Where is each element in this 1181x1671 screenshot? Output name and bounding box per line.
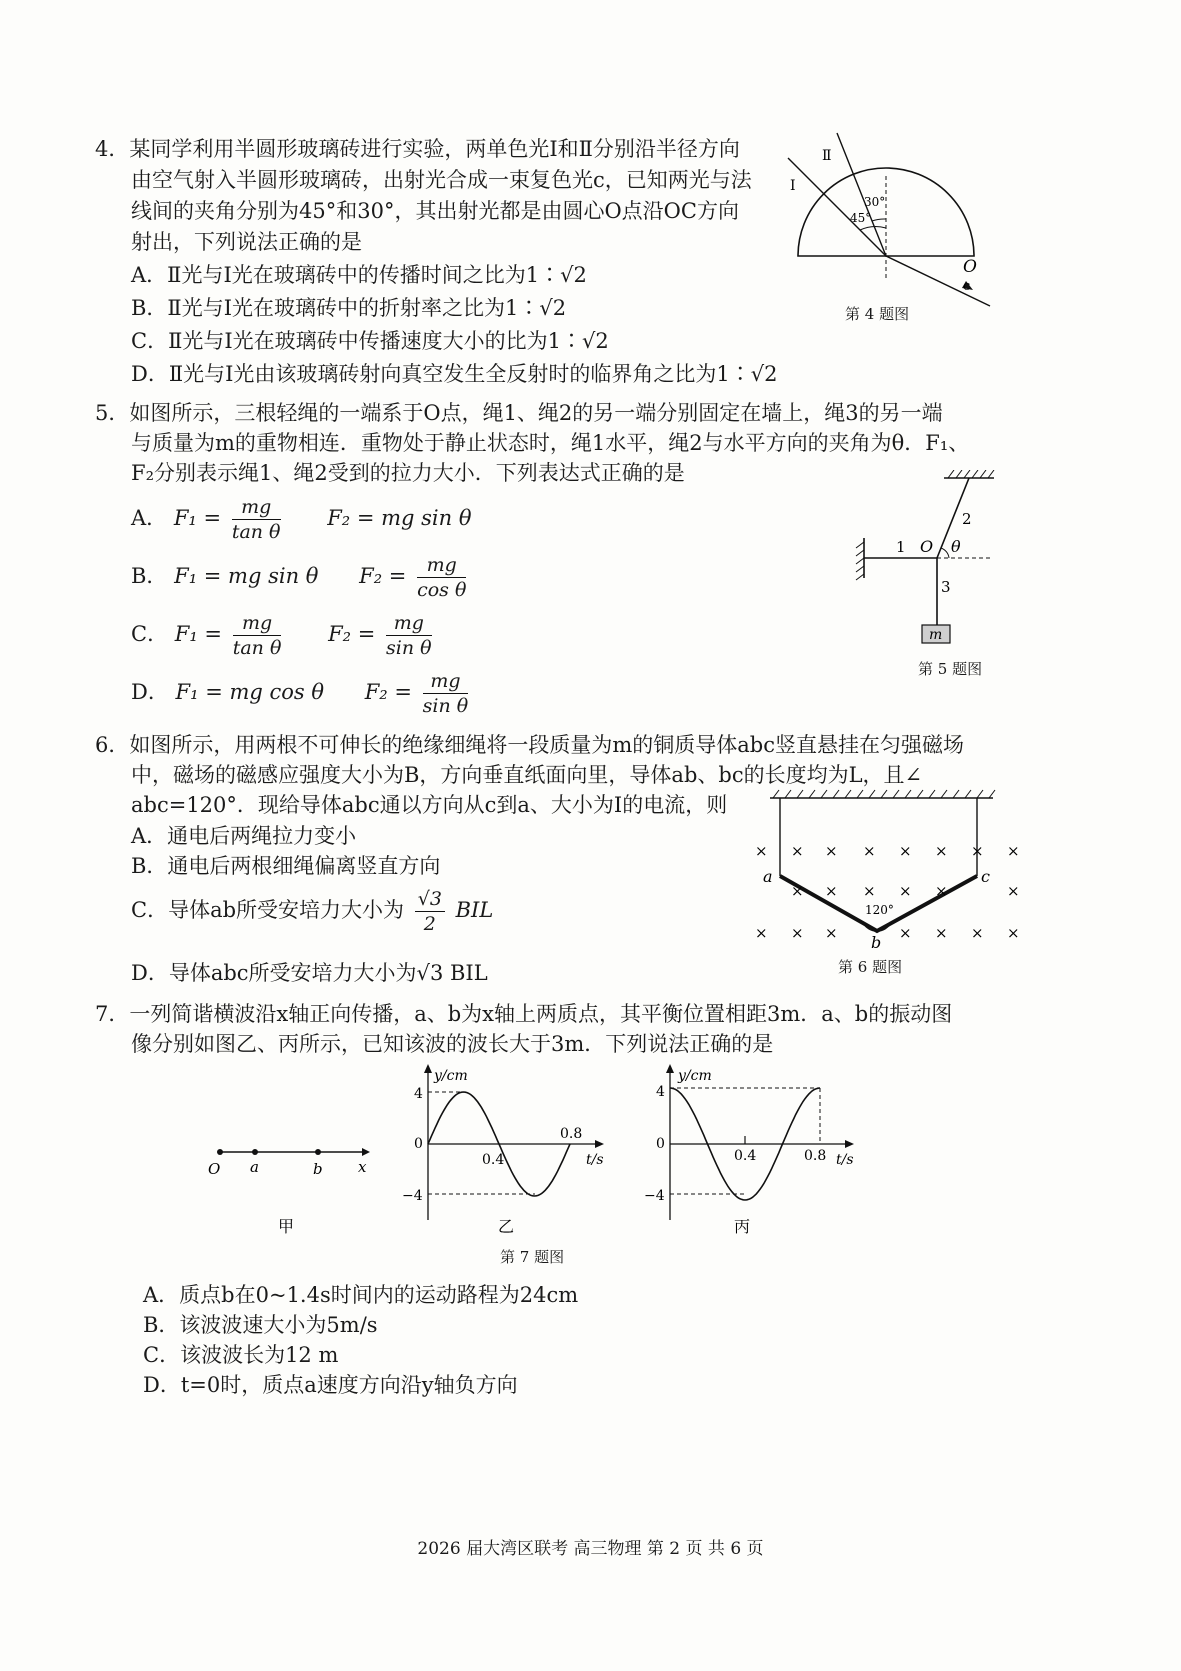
q5-line-1: 5．如图所示，三根轻绳的一端系于O点，绳1、绳2的另一端分别固定在墙上，绳3的另一端 <box>95 401 943 425</box>
t-axis-arrow <box>845 1140 854 1148</box>
point-b <box>315 1149 321 1155</box>
field-cross: × <box>755 842 768 860</box>
t-tick-0.4: 0.4 <box>482 1152 505 1168</box>
point-O <box>217 1149 223 1155</box>
y-tick-4: 4 <box>414 1086 423 1102</box>
q4-option-d: D．Ⅱ光与Ⅰ光由该玻璃砖射向真空发生全反射时的临界角之比为1∶√2 <box>131 362 778 386</box>
y-axis-arrow <box>666 1064 674 1073</box>
option-letter: A． <box>131 506 168 530</box>
q7-option-c: C．该波波长为12 m <box>143 1343 339 1367</box>
field-cross: × <box>755 924 768 942</box>
label-x: x <box>358 1158 367 1176</box>
f1-prefix: F₁ = <box>174 622 223 646</box>
y-tick-neg4: −4 <box>402 1188 423 1204</box>
f2-prefix: F₂ = <box>364 680 412 704</box>
y-tick-0: 0 <box>414 1136 423 1152</box>
q5-caption: 第 5 题图 <box>918 660 983 678</box>
y-axis-label: y/cm <box>434 1068 468 1084</box>
field-cross: × <box>791 882 804 900</box>
y-tick-4: 4 <box>656 1084 665 1100</box>
label-c: c <box>981 867 990 886</box>
denominator: sin θ <box>386 637 432 659</box>
label-I: Ⅰ <box>790 178 796 194</box>
fraction <box>415 887 445 936</box>
f1-expression: F₁ = mg cos θ <box>175 680 324 704</box>
field-cross: × <box>1007 924 1020 942</box>
t-axis-arrow <box>595 1140 604 1148</box>
t-tick-0.8: 0.8 <box>560 1126 583 1142</box>
q6-option-d: D．导体abc所受安培力大小为√3 BIL <box>131 961 488 985</box>
t-axis-label: t/s <box>836 1152 854 1168</box>
label-30deg: 30° <box>864 195 886 209</box>
field-cross: × <box>863 882 876 900</box>
field-cross: × <box>935 882 948 900</box>
numerator: √3 <box>415 887 445 912</box>
q6-caption: 第 6 题图 <box>838 958 903 976</box>
q7-line-1: 7．一列简谐横波沿x轴正向传播，a、b为x轴上两质点，其平衡位置相距3m．a、b的振动图 <box>95 1002 953 1026</box>
denominator: tan θ <box>232 637 282 659</box>
t-tick-0.8: 0.8 <box>804 1148 827 1164</box>
label-O: O <box>208 1160 221 1178</box>
label-45deg: 45° <box>850 211 872 225</box>
f1-fraction <box>233 611 282 660</box>
option-suffix: BIL <box>455 898 494 922</box>
label-rope-1: 1 <box>896 538 906 556</box>
t-axis-label: t/s <box>586 1152 604 1168</box>
page-footer: 2026 届大湾区联考 高三物理 第 2 页 共 6 页 <box>417 1539 764 1559</box>
theta-arc <box>941 548 949 558</box>
q4-line-3: 线间的夹角分别为45°和30°，其出射光都是由圆心O点沿OC方向 <box>131 199 739 223</box>
q5-option-c <box>131 611 436 660</box>
label-b: b <box>313 1160 323 1178</box>
q6-line-2: 中，磁场的磁感应强度大小为B，方向垂直纸面向里，导体ab、bc的长度均为L，且∠ <box>131 763 923 787</box>
label-m: m <box>929 627 943 643</box>
q4-line-1: 4．某同学利用半圆形玻璃砖进行实验，两单色光Ⅰ和Ⅱ分别沿半径方向 <box>95 137 740 161</box>
ceiling-hatch <box>773 790 995 798</box>
field-cross: × <box>935 842 948 860</box>
f1-fraction <box>232 495 281 544</box>
option-letter: C． <box>131 622 169 646</box>
label-a: a <box>250 1158 259 1176</box>
y-tick-neg4: −4 <box>644 1188 665 1204</box>
f2-fraction <box>423 669 469 718</box>
field-cross: × <box>791 842 804 860</box>
field-cross: × <box>899 924 912 942</box>
angle-arc-30 <box>872 219 886 221</box>
t-tick-0.4: 0.4 <box>734 1148 757 1164</box>
numerator: mg <box>423 669 469 694</box>
f2-prefix: F₂ = <box>359 564 407 588</box>
q5-option-b <box>131 553 470 602</box>
q4-option-a: A．Ⅱ光与Ⅰ光在玻璃砖中的传播时间之比为1∶√2 <box>131 263 587 287</box>
q7-line-2: 像分别如图乙、丙所示，已知该波的波长大于3m．下列说法正确的是 <box>131 1032 774 1056</box>
q6-figure <box>745 786 1035 951</box>
f1-prefix: F₁ = <box>173 506 222 530</box>
q5-line-2: 与质量为m的重物相连．重物处于静止状态时，绳1水平，绳2与水平方向的夹角为θ．F₁、 <box>131 431 970 455</box>
q4-figure <box>780 128 995 308</box>
q4-line-2: 由空气射入半圆形玻璃砖，出射光合成一束复色光c，已知两光与法 <box>131 168 752 192</box>
field-cross: × <box>825 842 838 860</box>
y-axis-label: y/cm <box>678 1068 712 1084</box>
field-cross: × <box>899 882 912 900</box>
option-letter: B． <box>131 564 168 588</box>
label-c: c <box>963 279 971 294</box>
label-angle: 120° <box>865 903 894 917</box>
q6-option-c <box>131 887 493 936</box>
q5-figure <box>852 470 1002 650</box>
q6-option-b: B．通电后两根细绳偏离竖直方向 <box>131 854 441 878</box>
q7-option-b: B．该波波速大小为5m/s <box>143 1313 378 1337</box>
q5-option-d <box>131 669 472 718</box>
point-a <box>252 1149 258 1155</box>
q7-option-a: A．质点b在0~1.4s时间内的运动路程为24cm <box>143 1283 579 1307</box>
field-cross: × <box>899 842 912 860</box>
y-axis-arrow <box>424 1064 432 1073</box>
denominator: tan θ <box>231 521 281 543</box>
denominator: sin θ <box>422 695 469 717</box>
label-theta: θ <box>951 537 961 556</box>
numerator: mg <box>386 611 432 636</box>
q6-line-3: abc=120°．现给导体abc通以方向从c到a、大小为I的电流，则 <box>131 793 728 817</box>
field-cross: × <box>1007 842 1020 860</box>
fig-jia <box>200 1140 380 1240</box>
angle-arc-45 <box>860 227 886 230</box>
fig-bing-name: 丙 <box>734 1217 751 1236</box>
field-cross: × <box>863 842 876 860</box>
y-tick-0: 0 <box>656 1136 665 1152</box>
label-rope-2: 2 <box>962 510 972 528</box>
q6-option-a: A．通电后两绳拉力变小 <box>131 824 357 848</box>
fig-yi <box>390 1060 620 1240</box>
q4-option-b: B．Ⅱ光与Ⅰ光在玻璃砖中的折射率之比为1∶√2 <box>131 296 567 320</box>
field-cross: × <box>935 924 948 942</box>
numerator: mg <box>232 495 281 520</box>
field-cross: × <box>791 924 804 942</box>
field-cross: × <box>971 924 984 942</box>
wall-hatch <box>856 542 864 580</box>
field-cross: × <box>971 842 984 860</box>
field-cross: × <box>825 924 838 942</box>
numerator: mg <box>233 611 282 636</box>
f2-expression: F₂ = mg sin θ <box>327 506 472 530</box>
field-cross: × <box>825 882 838 900</box>
numerator: mg <box>417 553 466 578</box>
x-axis-arrow <box>362 1148 370 1156</box>
label-rope-3: 3 <box>941 578 951 596</box>
label-b: b <box>871 933 882 951</box>
q4-option-c: C．Ⅱ光与Ⅰ光在玻璃砖中传播速度大小的比为1∶√2 <box>131 329 609 353</box>
f2-prefix: F₂ = <box>328 622 376 646</box>
label-O: O <box>963 257 977 277</box>
q7-option-d: D．t=0时，质点a速度方向沿y轴负方向 <box>143 1373 518 1397</box>
q6-line-1: 6．如图所示，用两根不可伸长的绝缘细绳将一段质量为m的铜质导体abc竖直悬挂在匀强磁场 <box>95 733 964 757</box>
ceiling-hatch <box>948 470 994 478</box>
label-II: Ⅱ <box>822 148 832 164</box>
f2-fraction <box>386 611 432 660</box>
f2-fraction <box>417 553 466 602</box>
q4-line-4: 射出，下列说法正确的是 <box>131 230 362 254</box>
q4-caption: 第 4 题图 <box>845 305 910 323</box>
q7-caption: 第 7 题图 <box>500 1248 565 1266</box>
f1-expression: F₁ = mg sin θ <box>174 564 319 588</box>
field-cross: × <box>1007 882 1020 900</box>
denominator: cos θ <box>417 579 467 601</box>
option-text: C．导体ab所受安培力大小为 <box>131 898 405 922</box>
q5-option-a <box>131 495 472 544</box>
fig-jia-name: 甲 <box>278 1217 295 1236</box>
denominator: 2 <box>423 913 436 935</box>
q5-line-3: F₂分别表示绳1、绳2受到的拉力大小．下列表达式正确的是 <box>131 461 685 485</box>
option-letter: D． <box>131 680 169 704</box>
label-a: a <box>763 867 773 886</box>
fig-yi-name: 乙 <box>498 1217 515 1236</box>
label-O: O <box>920 537 934 556</box>
fig-bing <box>640 1060 870 1240</box>
